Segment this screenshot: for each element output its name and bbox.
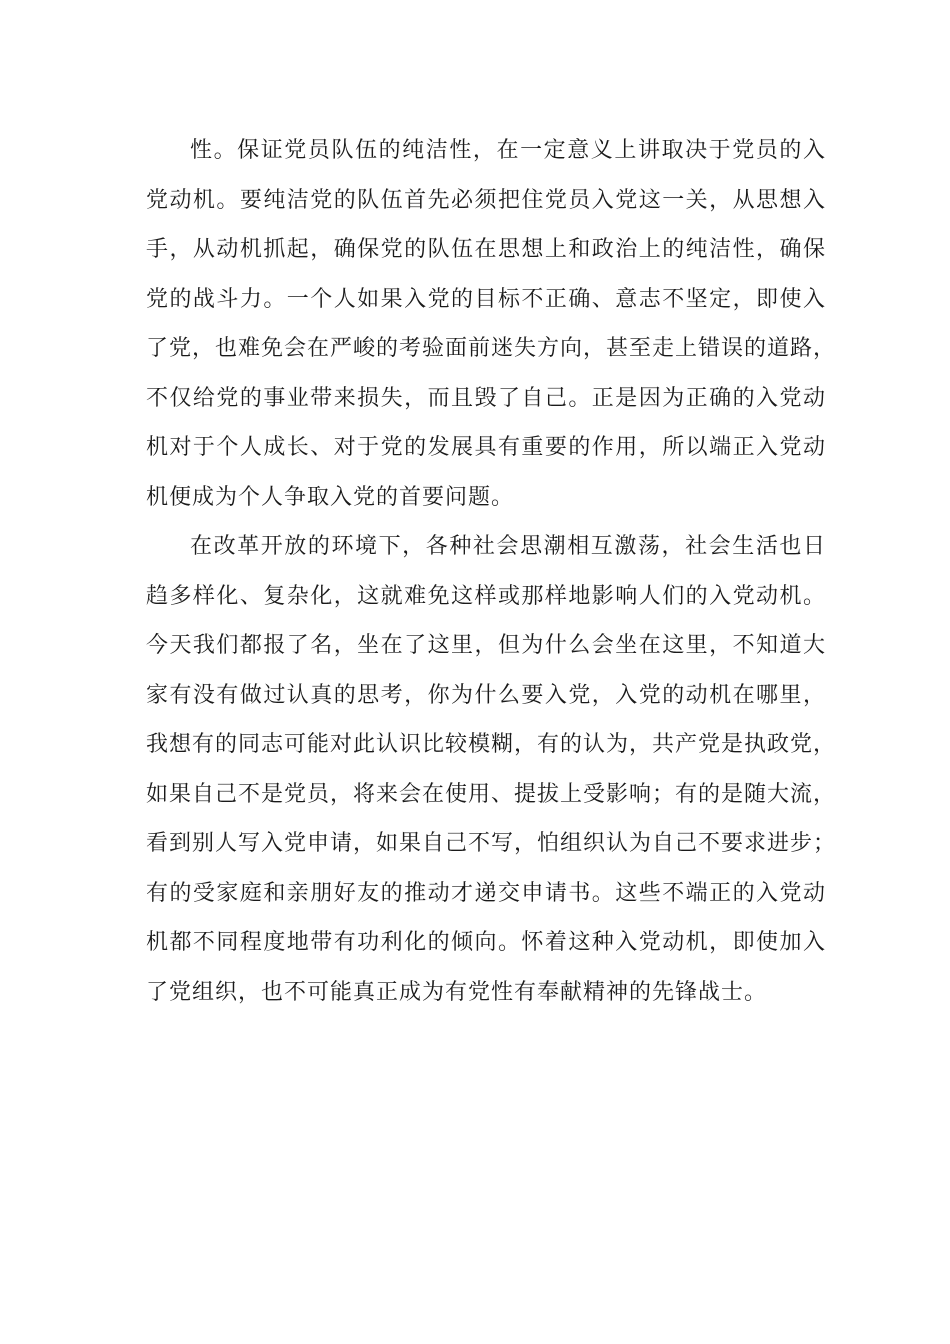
text-line: 在改革开放的环境下，各种社会思潮相互激荡，社会生活也日 bbox=[190, 534, 826, 559]
text-line: 家有没有做过认真的思考，你为什么要入党，入党的动机在哪里， bbox=[146, 682, 826, 708]
text-line: 机对于个人成长、对于党的发展具有重要的作用，所以端正入党动 bbox=[146, 435, 826, 460]
body-text bbox=[146, 126, 837, 1017]
text-line: 了党组织，也不可能真正成为有党性有奉献精神的先锋战士。 bbox=[146, 979, 768, 1005]
text-line: 如果自己不是党员，将来会在使用、提拔上受影响；有的是随大流， bbox=[146, 781, 837, 807]
text-line: 性。保证党员队伍的纯洁性，在一定意义上讲取决于党员的入 bbox=[190, 138, 826, 163]
text-line: 今天我们都报了名，坐在了这里，但为什么会坐在这里，不知道大 bbox=[146, 633, 826, 658]
text-line: 手，从动机抓起，确保党的队伍在思想上和政治上的纯洁性，确保 bbox=[146, 237, 826, 262]
paragraph-2 bbox=[146, 522, 837, 1017]
text-line: 党的战斗力。一个人如果入党的目标不正确、意志不坚定，即使入 bbox=[146, 286, 826, 312]
text-line: 我想有的同志可能对此认识比较模糊，有的认为，共产党是执政党， bbox=[146, 732, 837, 757]
text-line: 看到别人写入党申请，如果自己不写，怕组织认为自己不要求进步； bbox=[146, 831, 837, 856]
text-line: 趋多样化、复杂化，这就难免这样或那样地影响人们的入党动机。 bbox=[146, 583, 826, 609]
paragraph-1 bbox=[146, 126, 837, 522]
text-line: 不仅给党的事业带来损失，而且毁了自己。正是因为正确的入党动 bbox=[146, 385, 826, 411]
text-line: 党动机。要纯洁党的队伍首先必须把住党员入党这一关，从思想入 bbox=[146, 187, 826, 213]
text-line: 机便成为个人争取入党的首要问题。 bbox=[146, 484, 515, 510]
text-line: 有的受家庭和亲朋好友的推动才递交申请书。这些不端正的入党动 bbox=[146, 880, 826, 906]
text-line: 了党，也难免会在严峻的考验面前迷失方向，甚至走上错误的道路， bbox=[146, 336, 837, 361]
text-line: 机都不同程度地带有功利化的倾向。怀着这种入党动机，即使加入 bbox=[146, 930, 826, 955]
